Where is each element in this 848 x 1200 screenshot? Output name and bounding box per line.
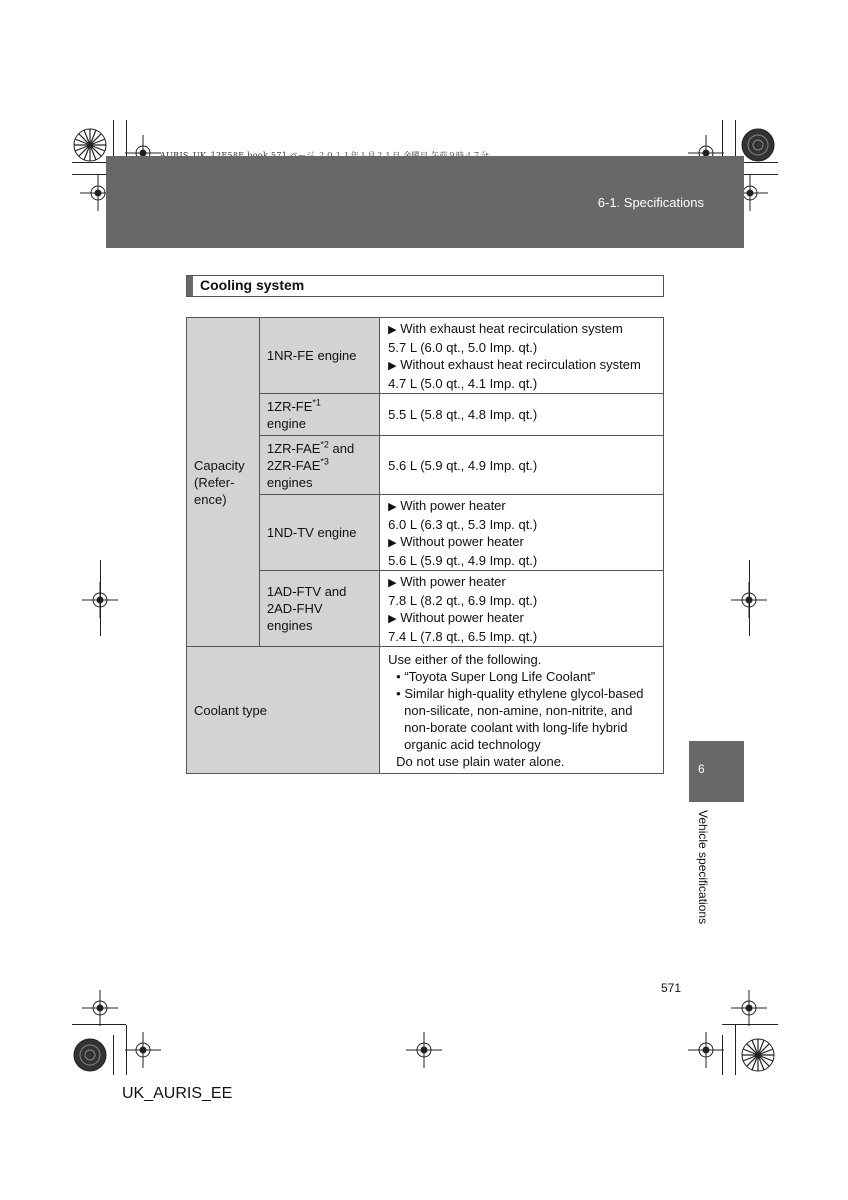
capacity-1zr-fe-cell	[380, 394, 664, 436]
triangle-icon: ▶	[388, 612, 397, 625]
trim-line	[744, 162, 778, 163]
engine-ad-cell	[259, 571, 379, 647]
condition-text: With power heater	[400, 497, 506, 513]
trim-line	[126, 1025, 127, 1075]
trim-line	[72, 162, 106, 163]
capacity-1nd-tv-cell	[380, 495, 664, 571]
chapter-tab	[689, 741, 744, 802]
trim-line	[126, 120, 127, 156]
engine-1zr-fe-cell	[259, 394, 379, 436]
trim-line	[749, 560, 750, 636]
table-row	[187, 318, 664, 394]
trim-line	[100, 560, 101, 636]
trim-line	[735, 1025, 736, 1075]
coolant-type-label-cell	[187, 647, 380, 774]
registration-mark-icon	[70, 125, 110, 165]
coolant-item: Similar high-quality ethylene glycol-based	[404, 685, 644, 701]
capacity-value: 5.5 L (5.8 qt., 4.8 Imp. qt.)	[388, 407, 538, 422]
trim-line	[722, 1035, 723, 1075]
engine-name: 1ND-TV engine	[266, 525, 357, 540]
capacity-value: 5.6 L (5.9 qt., 4.9 Imp. qt.)	[388, 552, 538, 568]
condition-text: With exhaust heat recirculation system	[400, 320, 623, 336]
engine-name: 1ZR-FAE	[266, 440, 321, 456]
footnote-marker: *2	[320, 439, 329, 450]
capacity-ad-cell	[380, 571, 664, 647]
engine-name: 1NR-FE engine	[266, 348, 357, 363]
engine-name-suffix: engines	[266, 474, 313, 490]
header-band	[106, 156, 744, 248]
crosshair-mark-icon	[688, 1032, 724, 1068]
engine-name: 2AD-FHV	[266, 601, 323, 616]
trim-line	[113, 120, 114, 156]
capacity-zr-fae-cell	[380, 436, 664, 495]
trim-line	[722, 1024, 778, 1025]
capacity-value: 6.0 L (6.3 qt., 5.3 Imp. qt.)	[388, 516, 538, 532]
heading-text: Cooling system	[200, 277, 305, 293]
capacity-value: 7.8 L (8.2 qt., 6.9 Imp. qt.)	[388, 592, 538, 608]
engine-name: 1AD-FTV and	[266, 584, 347, 599]
engine-1nd-tv-cell	[259, 495, 379, 571]
coolant-item-continued: organic acid technology	[404, 736, 541, 752]
capacity-label-line: Capacity	[194, 457, 245, 473]
trim-line	[735, 120, 736, 156]
capacity-1nr-fe-cell	[380, 318, 664, 394]
capacity-value: 5.6 L (5.9 qt., 4.9 Imp. qt.)	[388, 457, 538, 473]
footnote-marker: *3	[320, 456, 329, 467]
trim-line	[113, 1035, 114, 1075]
capacity-value: 4.7 L (5.0 qt., 4.1 Imp. qt.)	[388, 375, 538, 391]
chapter-number: 6	[698, 762, 705, 776]
crosshair-mark-icon	[731, 990, 767, 1026]
triangle-icon: ▶	[388, 500, 397, 513]
trim-line	[72, 1024, 126, 1025]
bullet-icon: •	[396, 685, 401, 701]
trim-line	[744, 174, 778, 175]
condition-text: Without power heater	[400, 609, 524, 625]
heading-accent-bar	[187, 276, 193, 296]
bullet-icon: •	[396, 668, 401, 684]
crosshair-mark-icon	[406, 1032, 442, 1068]
engine-name-conj: and	[328, 440, 355, 456]
condition-text: Without exhaust heat recirculation system	[400, 356, 641, 372]
coolant-type-label: Coolant type	[194, 702, 267, 718]
section-title: 6-1. Specifications	[597, 195, 704, 210]
engine-name: 1ZR-FE	[266, 398, 313, 414]
cooling-spec-table	[186, 317, 664, 774]
registration-mark-icon	[738, 125, 778, 165]
capacity-label-line: ence)	[194, 491, 227, 507]
table-row	[187, 647, 664, 774]
triangle-icon: ▶	[388, 576, 397, 589]
page-number: 571	[661, 981, 682, 995]
condition-text: Without power heater	[400, 533, 524, 549]
engine-zr-fae-cell	[259, 436, 379, 495]
cooling-system-heading	[186, 275, 664, 297]
registration-mark-icon	[70, 1035, 110, 1075]
registration-mark-icon	[738, 1035, 778, 1075]
coolant-item-continued: non-silicate, non-amine, non-nitrite, and	[404, 702, 633, 718]
triangle-icon: ▶	[388, 359, 397, 372]
trim-line	[72, 174, 106, 175]
capacity-value: 5.7 L (6.0 qt., 5.0 Imp. qt.)	[388, 339, 538, 355]
footer-code: UK_AURIS_EE	[122, 1085, 233, 1102]
coolant-type-value-cell	[380, 647, 664, 774]
capacity-label-cell	[187, 318, 260, 647]
coolant-item: “Toyota Super Long Life Coolant”	[404, 668, 596, 684]
footnote-marker: *1	[312, 397, 321, 408]
triangle-icon: ▶	[388, 323, 397, 336]
chapter-label: Vehicle specifications	[696, 810, 710, 925]
capacity-label-line: (Refer-	[194, 474, 235, 490]
crosshair-mark-icon	[82, 990, 118, 1026]
coolant-intro: Use either of the following.	[388, 651, 542, 667]
trim-line	[722, 120, 723, 156]
condition-text: With power heater	[400, 573, 506, 589]
engine-name: 2ZR-FAE	[266, 457, 321, 473]
capacity-value: 7.4 L (7.8 qt., 6.5 Imp. qt.)	[388, 628, 538, 644]
coolant-item-continued: non-borate coolant with long-life hybrid	[404, 719, 628, 735]
engine-name-suffix: engines	[266, 618, 313, 633]
crosshair-mark-icon	[125, 1032, 161, 1068]
triangle-icon: ▶	[388, 536, 397, 549]
coolant-note: Do not use plain water alone.	[396, 753, 565, 769]
engine-name-suffix: engine	[266, 415, 306, 431]
engine-1nr-fe-cell	[259, 318, 379, 394]
